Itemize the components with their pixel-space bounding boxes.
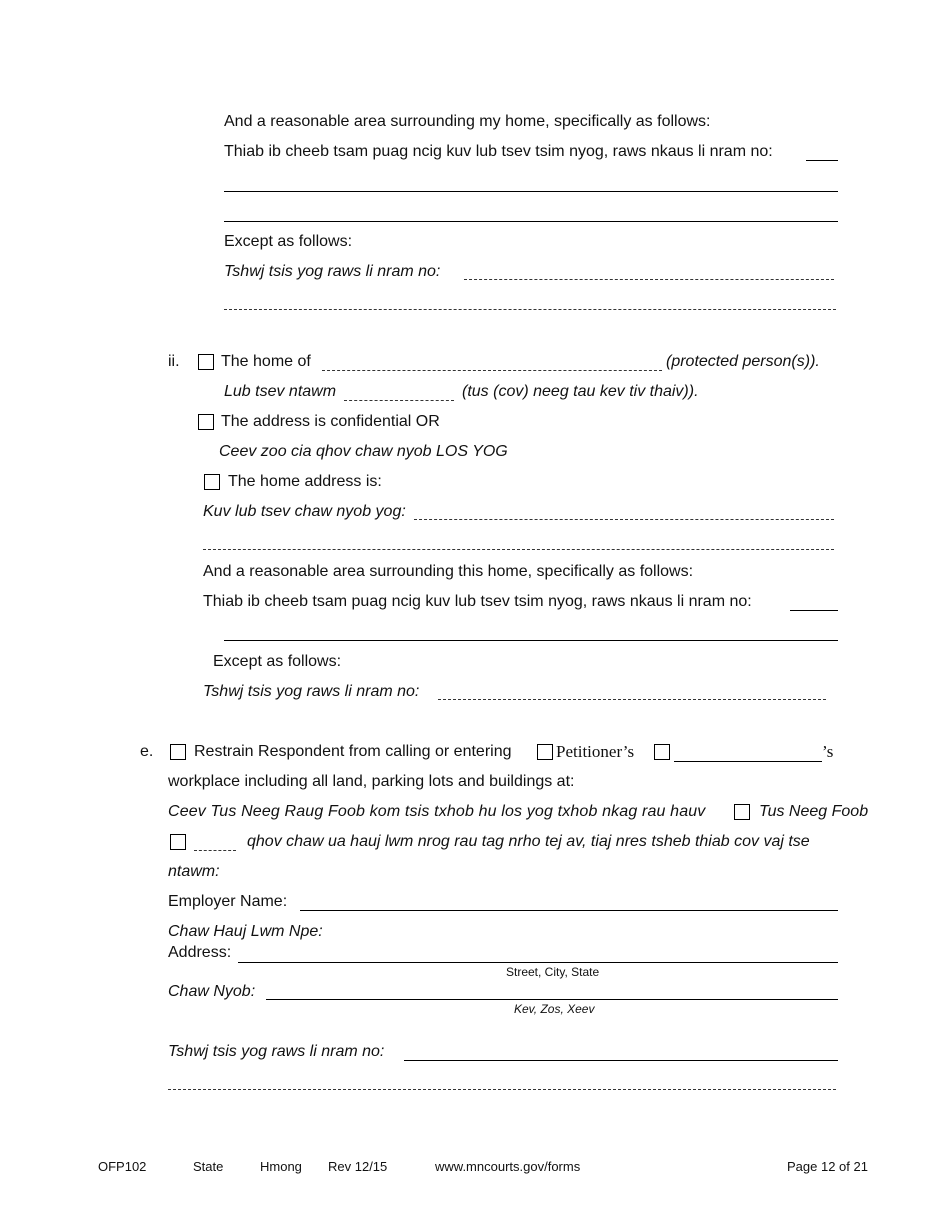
protected-person-blank-hm[interactable] [344, 400, 454, 401]
petitioner-checkbox[interactable] [537, 744, 553, 760]
home-address-blank[interactable] [203, 549, 834, 550]
home-address-text-hm: Kuv lub tsev chaw nyob yog: [203, 503, 406, 520]
footer-language: Hmong [260, 1159, 302, 1174]
workplace-text-en: workplace including all land, parking lots and buildings at: [168, 773, 575, 790]
petitioners-label: Petitioner’s [556, 742, 635, 761]
item-number-ii: ii. [168, 353, 180, 370]
restrain-text-hm-2: qhov chaw ua hauj lwm nrog rau tag nrho tej av, tiaj nres tsheb thiab cov vaj tse [247, 833, 810, 850]
item-letter-e: e. [140, 743, 154, 760]
except-blank-line[interactable] [438, 699, 826, 700]
footer-form-id: OFP102 [98, 1159, 147, 1174]
employer-name-label-hm: Chaw Hauj Lwm Npe: [168, 923, 323, 940]
other-person-blank[interactable] [674, 761, 822, 762]
address-field-hm[interactable] [266, 999, 838, 1000]
home-of-suffix-en: (protected person(s)). [666, 353, 820, 370]
confidential-text-en: The address is confidential OR [221, 413, 440, 430]
tus-neeg-foob-checkbox[interactable] [734, 804, 750, 820]
area-blank-line[interactable] [806, 160, 838, 161]
except-blank-line[interactable] [224, 309, 836, 310]
except-text-hm: Tshwj tsis yog raws li nram no: [203, 683, 420, 700]
area-blank-line[interactable] [224, 640, 838, 641]
employer-name-label: Employer Name: [168, 893, 288, 910]
footer-state: State [193, 1159, 224, 1174]
home-address-blank[interactable] [414, 519, 834, 520]
address-caption: Street, City, State [506, 965, 600, 979]
area-blank-line[interactable] [224, 191, 838, 192]
area-text-en: And a reasonable area surrounding my home, specifically as follows: [224, 113, 711, 130]
restrain-text-hm-3: ntawm: [168, 863, 220, 880]
except-text-en: Except as follows: [213, 653, 342, 670]
restrain-workplace-checkbox[interactable] [170, 744, 186, 760]
except-text-hm: Tshwj tsis yog raws li nram no: [224, 263, 441, 280]
home-of-suffix-hm: (tus (cov) neeg tau kev tiv thaiv)). [462, 383, 699, 400]
address-caption-hm: Kev, Zos, Xeev [514, 1002, 595, 1016]
home-of-text-hm: Lub tsev ntawm [224, 383, 337, 400]
other-person-checkbox[interactable] [654, 744, 670, 760]
home-of-text-en: The home of [221, 353, 311, 370]
restrain-text-hm: Ceev Tus Neeg Raug Foob kom tsis txhob hu los yog txhob nkag rau hauv [168, 803, 706, 820]
area-text-hm: Thiab ib cheeb tsam puag ncig kuv lub tsev tsim nyog, raws nkaus li nram no: [224, 143, 773, 160]
home-address-text-en: The home address is: [228, 473, 382, 490]
area-text-en: And a reasonable area surrounding this home, specifically as follows: [203, 563, 694, 580]
area-text-hm: Thiab ib cheeb tsam puag ncig kuv lub tsev tsim nyog, raws nkaus li nram no: [203, 593, 752, 610]
home-of-checkbox[interactable] [198, 354, 214, 370]
area-blank-line[interactable] [790, 610, 838, 611]
address-field[interactable] [238, 962, 838, 963]
restrain-text-en: Restrain Respondent from calling or entering [194, 743, 512, 760]
other-person-checkbox-hm[interactable] [170, 834, 186, 850]
footer-url[interactable]: www.mncourts.gov/forms [435, 1159, 581, 1174]
footer-page-number: Page 12 of 21 [787, 1159, 868, 1174]
confidential-checkbox[interactable] [198, 414, 214, 430]
other-person-blank-hm[interactable] [194, 850, 236, 851]
possessive-suffix: ’s [822, 742, 834, 761]
except-blank-line[interactable] [404, 1060, 838, 1061]
address-label: Address: [168, 944, 232, 961]
address-label-hm: Chaw Nyob: [168, 983, 256, 1000]
protected-person-blank[interactable] [322, 370, 662, 371]
tus-neeg-foob-label: Tus Neeg Foob [759, 803, 869, 820]
area-blank-line[interactable] [224, 221, 838, 222]
employer-name-field[interactable] [300, 910, 838, 911]
except-text-en: Except as follows: [224, 233, 353, 250]
except-blank-line[interactable] [464, 279, 834, 280]
home-address-checkbox[interactable] [204, 474, 220, 490]
except-text-hm: Tshwj tsis yog raws li nram no: [168, 1043, 385, 1060]
confidential-text-hm: Ceev zoo cia qhov chaw nyob LOS YOG [219, 443, 508, 460]
except-blank-line[interactable] [168, 1089, 836, 1090]
footer-revision: Rev 12/15 [328, 1159, 388, 1174]
